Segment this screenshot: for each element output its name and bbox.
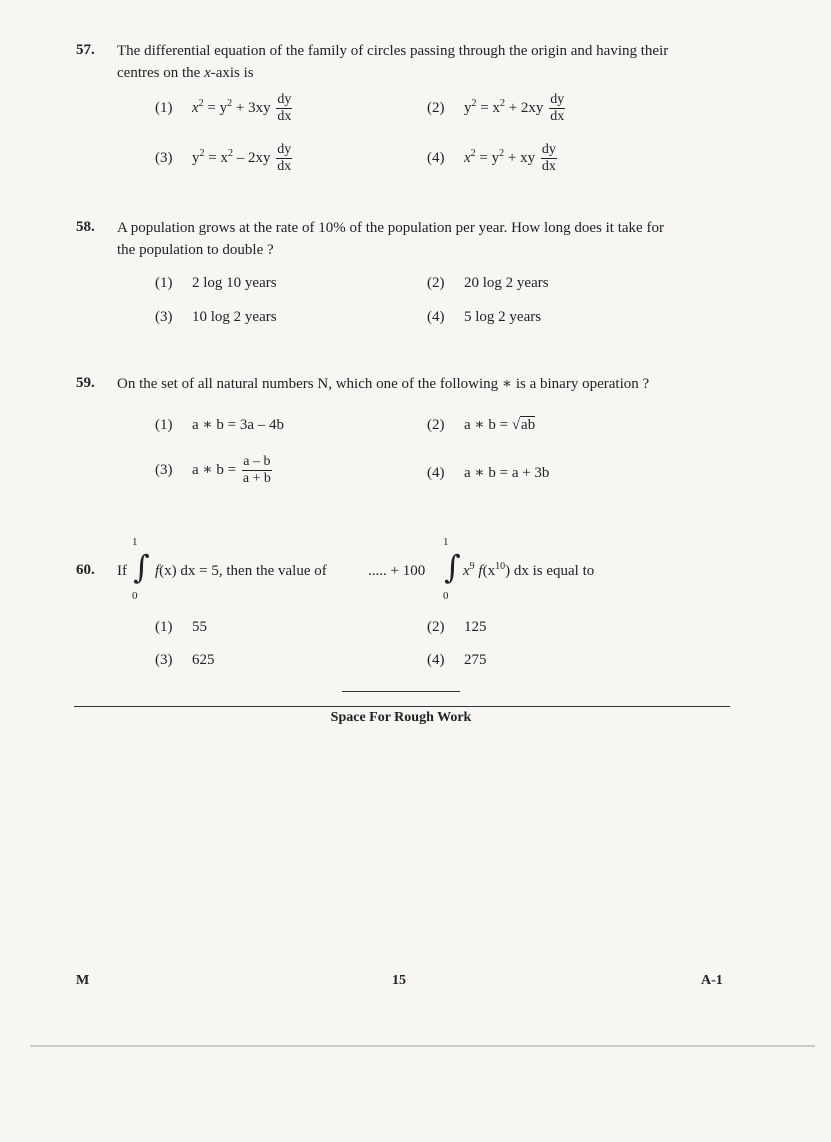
integral-sign: ∫ xyxy=(444,548,461,586)
option-2[interactable]: (2) $y^2 = x^2 + 2xy$ $\frac{dy}{dx}$ xyxy=(427,92,565,124)
option-3[interactable]: (3) $y^2 = x^2 - 2xy$ $\frac{dy}{dx}$ xyxy=(155,142,292,174)
option-1[interactable]: (1) $x^2 = y^2 + 3xy$ $\frac{dy}{dx}$ xyxy=(155,92,292,124)
option-4[interactable]: (4) $x^2 = y^2$ + xy $\frac{dy}{dx}$ xyxy=(427,142,556,174)
question-text-line: the population to double ? xyxy=(117,242,274,258)
if-word: If xyxy=(117,563,127,579)
integral-lower-limit: 0 xyxy=(443,590,449,602)
question-number: 60. xyxy=(76,562,95,578)
option-3[interactable]: (3) 10 log 2 years xyxy=(155,309,277,325)
option-1[interactable]: (1) 55 xyxy=(155,619,207,635)
square-root-sign: √ xyxy=(511,417,521,433)
question-text-line: The differential equation of the family of circles passing through the origin and having their xyxy=(117,43,669,59)
derivative-fraction: $\frac{dy}{dx}$ xyxy=(277,142,292,174)
question-text-line: A population grows at the rate of 10% of the population per year. How long does it take for xyxy=(117,220,664,236)
page-bottom-edge xyxy=(30,1045,815,1047)
option-3[interactable]: (3) 625 xyxy=(155,652,215,668)
question-text-line: On the set of all natural numbers N, which one of the following ∗ is a binary operation ? xyxy=(117,376,650,392)
option-2[interactable]: (2) 125 xyxy=(427,619,487,635)
radicand: ab xyxy=(521,417,536,433)
integral-upper-limit: 1 xyxy=(132,536,138,548)
option-4[interactable]: (4) a ∗ b = a + 3b xyxy=(427,465,550,481)
question-text-line: centres on the x-axis is xyxy=(117,65,254,81)
option-1[interactable]: (1) a ∗ b = 3a – 4b xyxy=(155,417,284,433)
option-4[interactable]: (4) 5 log 2 years xyxy=(427,309,542,325)
question-text xyxy=(117,373,757,395)
footer-booklet-code: A-1 xyxy=(701,973,723,988)
question-text xyxy=(117,217,757,261)
integral-upper-limit: 1 xyxy=(443,536,449,548)
question-number: 59. xyxy=(76,375,95,391)
question-text xyxy=(117,40,757,84)
question-number: 58. xyxy=(76,219,95,235)
integral-sign: ∫ xyxy=(133,548,150,586)
option-2[interactable]: (2) 20 log 2 years xyxy=(427,275,549,291)
integral-expression: f(x) dx = 5, then the value of xyxy=(155,563,327,579)
end-of-questions-divider xyxy=(342,691,460,692)
option-1[interactable]: (1) 2 log 10 years xyxy=(155,275,277,291)
page-number: 15 xyxy=(392,973,406,988)
integral-lower-limit: 0 xyxy=(132,590,138,602)
question-number: 57. xyxy=(76,42,95,58)
rough-work-label: Space For Rough Work xyxy=(330,710,472,725)
footer-series-code: M xyxy=(76,973,90,988)
fraction: $\frac{a - b}{a + b}$ xyxy=(242,454,271,486)
derivative-fraction: $\frac{dy}{dx}$ xyxy=(541,142,556,174)
option-3[interactable]: (3) a ∗ b = $\frac{a - b}{a + b}$ xyxy=(155,454,271,486)
rough-work-divider xyxy=(74,706,730,707)
integral-expression: $x^9$ $f(x^{10})$ dx is equal to xyxy=(463,561,595,579)
series-coefficient: ..... + 100 xyxy=(368,563,426,579)
option-4[interactable]: (4) 275 xyxy=(427,652,487,668)
option-2[interactable]: (2) a ∗ b = √ab xyxy=(427,417,536,433)
derivative-fraction: $\frac{dy}{dx}$ xyxy=(277,92,292,124)
derivative-fraction: $\frac{dy}{dx}$ xyxy=(550,92,565,124)
